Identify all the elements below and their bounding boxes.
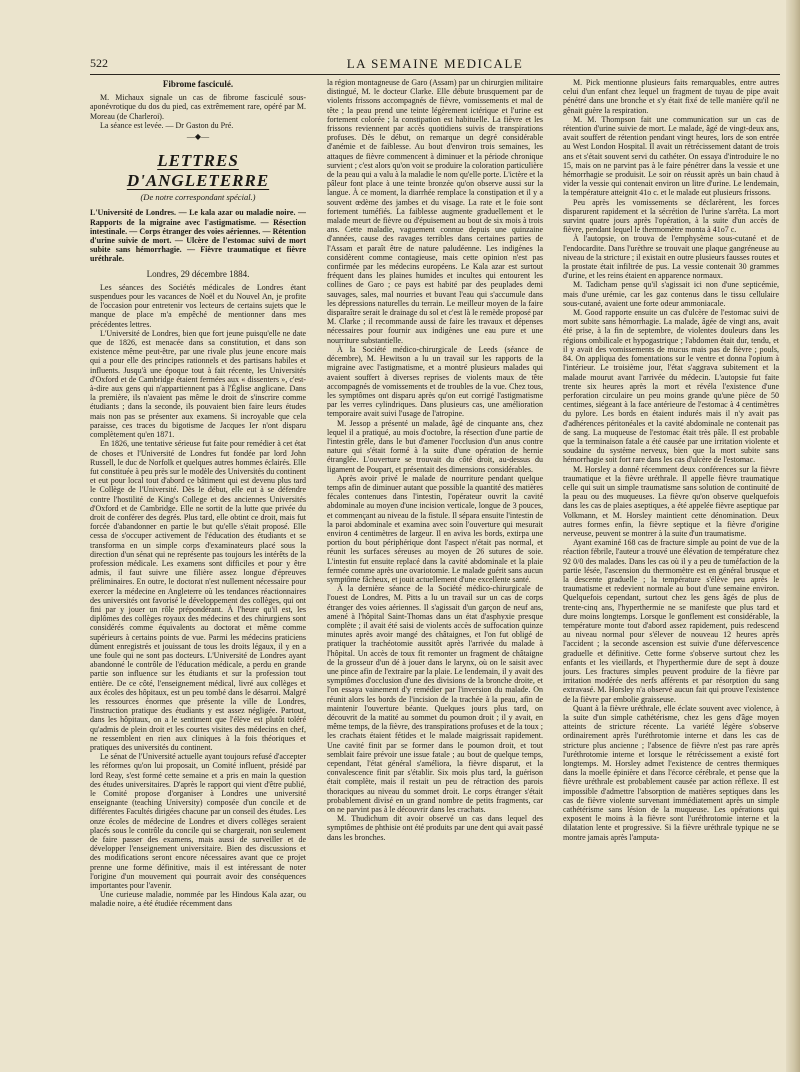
paragraph: L'Université de Londres, bien que fort jeune puisqu'elle ne date que de 1826, est menacée dans sa constitution, et dans son existence même peut-être, par une rivale plus jeune encore mais qui a pour elle des principes rationnels et des partisans habiles et influents. Jusqu'à une époque tout à fait récente, les Universités d'Oxford et de Cambridge étaient fermées aux « dissenters », c'est-à-dire aux gens qui n'appartiennent pas à l'Église anglicane. Dans la première, ils n'avaient pas même le droit de s'inscrire comme étudiants ; dans la seconde, ils pouvaient bien faire leurs études mais non pas se présenter aux examens. Si incroyable que cela paraisse, ces traces du bigotisme de Jacques Ier n'ont disparu complètement qu'en 1871. bbox=[90, 328, 306, 440]
paragraph: Les séances des Sociétés médicales de Londres étant suspendues pour les vacances de Noël et du Nouvel An, je profite de l'occasion pour entretenir vos lecteurs de certains sujets que le manque de place m'a empêché de mentionner dans mes précédentes lettres. bbox=[90, 282, 306, 329]
running-title: LA SEMAINE MEDICALE bbox=[346, 56, 524, 71]
paragraph: la région montagneuse de Garo (Assam) par un chirurgien militaire distingué, M. le docteur Clarke. Elle débute brusquement par de violents frissons accompagnés de fièvre, vomissements et mal de tête ; la peau prend une teinte légèrement ictérique et l'urine est fortement colorée ; la constipation est habituelle. La fièvre et les frissons reviennent par accès quotidiens suivis de transpirations profuses. Dès le début, on remarque un degré considérable d'anémie et de faiblesse. Au bout d'environ trois semaines, les attaques de fièvre commencent à diminuer et la période chronique survient ; c'est alors qu'on voit se produire la coloration particulière de la peau qui a valu à la maladie le nom qu'elle porte. L'ictère et la pâleur font place à une teinte bronzée qu'on observe aussi sur la langue. À ce moment, la diarrhée remplace la constipation et il y a souvent œdème des jambes et du visage. La rate et le foie sont fortement tuméfiés. La faiblesse augmente graduellement et le malade meurt de fièvre ou d'épuisement au bout de six mois à trois ans. Cette maladie, vaguement connue depuis une quinzaine d'années, cause des ravages terribles dans certaines parties de l'Assam et paraît être de nature paludéenne. Les indigènes la considèrent comme contagieuse, mais cette opinion n'est pas confirmée par les médecins européens. Le Kala azar est surtout fréquent dans les plaines humides et incultes qui entourent les collines de Garo ; ce pays est habité par des peuplades demi sauvages, sales, mal nourries et buvant l'eau qui s'accumule dans les dépressions naturelles du terrain. Le meilleur moyen de la faire disparaître serait le drainage du sol et c'est là le remède proposé par M. Clarke ; il recommande aussi de faire les travaux et dépenses nécessaires pour fournir aux indigènes une eau pure et une nourriture substantielle. bbox=[327, 78, 543, 345]
paragraph: Une curieuse maladie, nommée par les Hindous Kala azar, ou maladie noire, a été étudiée récemment dans bbox=[90, 890, 306, 909]
paragraph: À la dernière séance de la Société médico-chirurgicale de l'ouest de Londres, M. Pitts a lu un travail sur un cas de corps étranger des voies aériennes. Il s'agissait d'un garçon de neuf ans, amené à l'hôpital Saint-Thomas dans un état d'asphyxie presque complète ; il avait été saisi de violents accès de suffocation quinze minutes après avoir mangé des châtaignes, et l'on fut obligé de pratiquer la trachéotomie aussitôt après l'arrivée du malade à l'hôpital. Un accès de toux fit remonter un fragment de châtaigne de la grosseur d'un dé à jouer dans le larynx, où on le saisit avec une pince afin de l'extraire par la plaie. Le lendemain, il y avait des symptômes d'occlusion d'une des divisions de la bronche droite, et l'on essaya vainement d'y remédier par l'inversion du malade. On réunit alors les bords de l'incision de la trachée à la peau, afin de maintenir l'ouverture béante. Quelques jours plus tard, on découvrit de la matité au sommet du poumon droit ; il y avait, en même temps, de la fièvre, des transpirations profuses et de la toux ; les crachats étaient fétides et le malade maigrissait rapidement. Une cavité finit par se former dans le poumon droit, et tout semblait faire prévoir une issue fatale ; au bout de quelque temps, cependant, l'état général s'améliora, la fièvre disparut, et la convalescence finit par s'établir. Six mois plus tard, la guérison était complète, mais il restait un peu de rétraction des parois thoraciques au niveau du sommet droit. Le corps étranger s'était probablement divisé en un grand nombre de petits fragments, car on ne parvint pas à le découvrir dans les crachats. bbox=[327, 584, 543, 815]
session-close: La séance est levée. — Dr Gaston du Pré. bbox=[100, 120, 234, 130]
page-number: 522 bbox=[90, 56, 108, 70]
paragraph: En 1826, une tentative sérieuse fut faite pour remédier à cet état de choses et l'Université de Londres fut fondée par lord John Russell, le duc de Norfolk et quelques autres hommes éclairés. Elle fut constituée à peu près sur le modèle des Universités du continent et eut pour local tout d'abord ce bâtiment qui est devenu plus tard le Collège de l'Université. Dès le début, elle eut à se défendre contre l'hostilité de King's College et des anciennes Universités d'Oxford et de Cambridge. Elle ne sortit de la lutte que privée du droit de conférer des degrés. Plus tard, elle obtint ce droit, mais fut forcée d'abandonner en partie le but qu'elle s'était proposé. Elle cessa de s'occuper activement de l'éducation des étudiants et se transforma en un simple corps d'examinateurs placé sous la direction d'un sénat qui ne représente pas toujours les intérêts de la profession médicale. Les examens sont difficiles et pour y être admis, il faut suivre une filière assez longue d'épreuves préliminaires. En outre, le doctorat n'est nullement nécessaire pour exercer la médecine en Angleterre où les tendances réactionnaires des universités ont favorisé le développement des collèges, qui ont fini par y jouer un rôle prépondérant. À l'heure qu'il est, les diplômes des collèges royaux des médecins et des chirurgiens sont considérés comme équivalents au doctorat et même comme supérieurs à certains points de vue. Parmi les médecins praticiens dûment enregistrés et jouissant de tous les droits légaux, il y en a une foule qui ne sont pas docteurs. L'Université de Londres ayant abandonné le contrôle de l'éducation médicale, a perdu en grande partie son influence sur les étudiants et sur la profession tout entière. De ce côté, l'enseignement médical, livré aux collèges et aux écoles des hôpitaux, est un peu tombé dans le désarroi. Malgré les ressources énormes que présente la ville de Londres, l'instruction pratique des étudiants y est assez négligée. Partout, dans les hôpitaux, on a le sentiment que l'élève est plutôt toléré qu'admis de plein droit et les courtes visites des médecins en chef, ne ressemblent en rien aux cliniques à la fois théoriques et pratiques des universités du continent. bbox=[90, 439, 306, 752]
article-title: LETTRES D'ANGLETERRE bbox=[126, 151, 270, 191]
header-rule bbox=[90, 74, 780, 75]
ornament-divider: —◆— bbox=[186, 132, 210, 142]
paragraph: M. M. Thompson fait une communication sur un cas de rétention d'urine suivie de mort. Le malade, âgé de vingt-deux ans, avait souffert de rétention pendant vingt heures, lors de son entrée au West London Hospital. Il avait un rétrécissement datant de trois ans et s'était souvent servi du cathéter. On essaya d'introduire le no 15, mais on ne parvint pas à le faire pénétrer dans la vessie et une hémorrhagie se produisit. Le soir on réussit après un bain chaud à vider la vessie qui contenait environ un litre d'urine. Le lendemain, la température atteignit 41o c. et le malade eut plusieurs frissons. bbox=[563, 114, 779, 198]
paragraph: M. Thudichum dit avoir observé un cas dans lequel des symptômes de phthisie ont été produits par une dent qui avait passé dans les bronches. bbox=[327, 814, 543, 842]
section-heading: Fibrome fasciculé. bbox=[162, 79, 234, 89]
page-header bbox=[90, 56, 780, 76]
column-2 bbox=[327, 78, 543, 1068]
paragraph: Quant à la fièvre uréthrale, elle éclate souvent avec violence, à la suite d'un simple cathétérisme, chez les gens d'âge moyen atteints de stricture récente. La variété légère s'observe ordinairement après l'uréthrotomie interne et dans les cas de stricture plus ancienne ; l'absence de fièvre n'est pas rare après l'uréthrotomie interne et lorsque le rétrécissement a existé fort longtemps. M. Horsley admet l'existence de centres thermiques dans la moelle épinière et dans l'écorce cérébrale, et pense que la fièvre uréthrale est probablement causée par action réflexe. Il est impossible d'admettre l'absorption de matières septiques dans les cas de fièvre violente survenant immédiatement après un simple cathétérisme sans lésion de la muqueuse. Les opérations qui exposent le moins à la fièvre sont l'uréthrotomie interne et la dilatation lente et progressive. Si la fièvre uréthrale typique ne se montre jamais après l'amputa- bbox=[563, 703, 779, 842]
paragraph: M. Horsley a donné récemment deux conférences sur la fièvre traumatique et la fièvre uréthrale. Il appelle fièvre traumatique celle qui suit un simple traumatisme sans solution de continuité de la peau ou des muqueuses. La fièvre qu'on observe quelquefois dans les cas de plaies aseptiques, a été appelée fièvre aseptique par Volkmann, et M. Horsley maintient cette dénomination. Deux autres formes enfin, la fièvre septique et la fièvre d'origine nerveuse, peuvent se montrer à la suite d'un traumatisme. bbox=[563, 464, 779, 538]
paragraph: À la Société médico-chirurgicale de Leeds (séance de décembre), M. Hewitson a lu un travail sur les rapports de la migraine avec l'astigmatisme, et a montré plusieurs malades qui avaient souffert à diverses reprises de violents maux de tête accompagnés de vomissements et de troubles de la vue. Chez tous, les symptômes ont disparu après qu'on eut corrigé l'astigmatisme par les verres cylindriques. Dans plusieurs cas, une amélioration temporaire avait suivi l'usage de l'atropine. bbox=[327, 344, 543, 419]
column-1 bbox=[90, 78, 306, 1068]
paragraph: M. Pick mentionne plusieurs faits remarquables, entre autres celui d'un enfant chez lequel un fragment de tuyau de pipe avait pénétré dans une bronche et s'y était fixé de telle manière qu'il ne gênait guère la respiration. bbox=[563, 78, 779, 115]
column-3 bbox=[563, 78, 779, 1068]
paragraph: Peu après les vomissements se déclarèrent, les forces disparurent rapidement et la sécrétion de l'urine s'arrêta. La mort survint quatre jours après l'opération, à la suite d'un accès de fièvre, pendant lequel le thermomètre monta à 41o7 c. bbox=[563, 197, 779, 235]
page-edge-shadow bbox=[786, 0, 800, 1072]
paragraph: M. Tadicham pense qu'il s'agissait ici non d'une septicémie, mais d'une urémie, car les gaz contenus dans le tissu cellulaire sous-cutané, avaient une forte odeur ammoniacale. bbox=[563, 280, 779, 308]
article-summary: L'Université de Londres. — Le kala azar ou maladie noire. — Rapports de la migraine avec l'astigmatisme. — Résection intestinale. — Corps étranger des voies aériennes. — Rétention d'urine suivie de mort. — Ulcère de l'estomac suivi de mort subite sans hémorrhagie. — Fièvre traumatique et fièvre uréthrale. bbox=[90, 208, 306, 264]
paragraph: Le sénat de l'Université actuelle ayant toujours refusé d'accepter les réformes qu'on lui proposait, un Comité influent, présidé par lord Reay, s'est formé cette semaine et a pris en main la question des études universitaires. D'après le rapport qui vient d'être publié, le Comité propose d'organiser à Londres une université enseignante (teaching University) composée d'un concile et de différentes Facultés dirigées chacune par un conseil des études. Les onze écoles de médecine de Londres et divers collèges seraient placés sous le contrôle du concile qui se chargerait, non seulement de faire passer des examens, mais aussi de surveiller et de développer l'enseignement universitaire. Bien des discussions et des modifications seront encore nécessaires avant que ce projet prenne une forme définitive, mais il est intéressant de noter l'origine d'un mouvement qui pourrait avoir des conséquences importantes pour l'avenir. bbox=[90, 752, 306, 891]
paragraph: M. Jessop a présenté un malade, âgé de cinquante ans, chez lequel il a pratiqué, au mois d'octobre, la résection d'une partie de l'intestin grêle, dans le but d'amener l'occlusion d'un anus contre nature qui s'était formé à la suite d'une opération de hernie étranglée. L'ouverture se trouvait du côté droit, au-dessus du ligament de Poupart, et présentait des dimensions considérables. bbox=[327, 418, 543, 474]
paragraph: M. Good rapporte ensuite un cas d'ulcère de l'estomac suivi de mort subite sans hémorrhagie. La malade, âgée de vingt ans, avait été prise, à la fin de septembre, de violentes douleurs dans les régions ombilicale et hypogastrique ; l'abdomen était dur, tendu, et il y avait des vomissements de mucus mais pas de fièvre ; pouls, 84. On appliqua des fomentations sur le ventre et donna l'opium à l'intérieur. Le troisième jour, l'état s'aggrava subitement et la malade mourut avant l'arrivée du médecin. L'autopsie fut faite trente six heures après la mort et révéla l'existence d'une perforation circulaire un peu moins grande qu'une pièce de 50 centimes, siégeant à la face antérieure de l'estomac à 4 centimètres du pylore. Les bords en étaient indurés mais il n'y avait pas d'adhérences péritonéales et la cavité abdominale ne contenait pas de sang. La muqueuse de l'estomac était très pâle. Il est probable que la terminaison fatale a été causée par une irritation violente et soudaine du système nerveux, bien que la mort subite sans hémorrhagie soit fort rare dans les cas d'ulcère de l'estomac. bbox=[563, 308, 779, 465]
paragraph: À l'autopsie, on trouva de l'emphysème sous-cutané et de l'endocardite. Dans l'urèthre se trouvait une plaque gangréneuse au niveau de la stricture ; il existait en outre plusieurs fausses routes et la prostate était infiltrée de pus. La vessie contenait 30 grammes d'urine, et les reins étaient en apparence normaux. bbox=[563, 234, 779, 281]
paragraph: Ayant examiné 168 cas de fracture simple au point de vue de la réaction fébrile, l'auteur a trouvé une élévation de température chez 92 0/0 des malades. Dans les cas où il y a peu de tuméfaction de la partie lésée, l'ascension du thermomètre est en général brusque et la descente graduelle ; la température s'élève peu après le traumatisme et redevient normale au bout d'une semaine environ. Quelquefois cependant, surtout chez les gens âgés de plus de trente-cinq ans, l'hyperthermie ne se manifeste que plus tard et dure moins longtemps. Lorsque le gonflement est considérable, la température monte tout d'abord assez rapidement, puis redescend au niveau normal pour s'élever de nouveau 12 heures après l'accident ; la seconde ascension est suivie d'une défervescence graduelle et définitive. Cette forme s'observe surtout chez les enfants et les vieillards, et l'hyperthermie dure de sept à douze jours. Les fractures simples peuvent produire de la fièvre par irritation modérée des nerfs afférents et par résorption du sang extravasé. M. Horsley n'a observé aucun fait qui prouve l'existence de la fièvre par embolie graisseuse. bbox=[563, 538, 779, 704]
byline: (De notre correspondant spécial.) bbox=[140, 192, 256, 203]
dateline: Londres, 29 décembre 1884. bbox=[146, 268, 250, 279]
paragraph: Après avoir privé le malade de nourriture pendant quelque temps afin de diminuer autant que possible la quantité des matières fécales contenues dans l'intestin, l'opérateur ouvrit la cavité abdominale au moyen d'une incision verticale, longue de 3 pouces, et commençant au niveau de la fistule. Il sépara ensuite l'intestin de la paroi abdominale et examina avec soin l'ouverture qui mesurait environ 4 centimètres de largeur. Il en aviva les bords, extirpa une portion du bout périphérique dont l'aspect n'était pas normal, et réunit les surfaces séreuses au moyen de 26 sutures de soie. L'intestin fut ensuite replacé dans la cavité abdominale et la plaie fermée comme après une ovariotomie. Le malade guérit sans aucun symptôme fâcheux, et jouit actuellement d'une excellente santé. bbox=[327, 473, 543, 584]
paragraph: M. Michaux signale un cas de fibrome fasciculé sous-aponévrotique du dos du pied, cas extrêmement rare, opéré par M. Moreau (de Charleroi). bbox=[90, 93, 306, 121]
